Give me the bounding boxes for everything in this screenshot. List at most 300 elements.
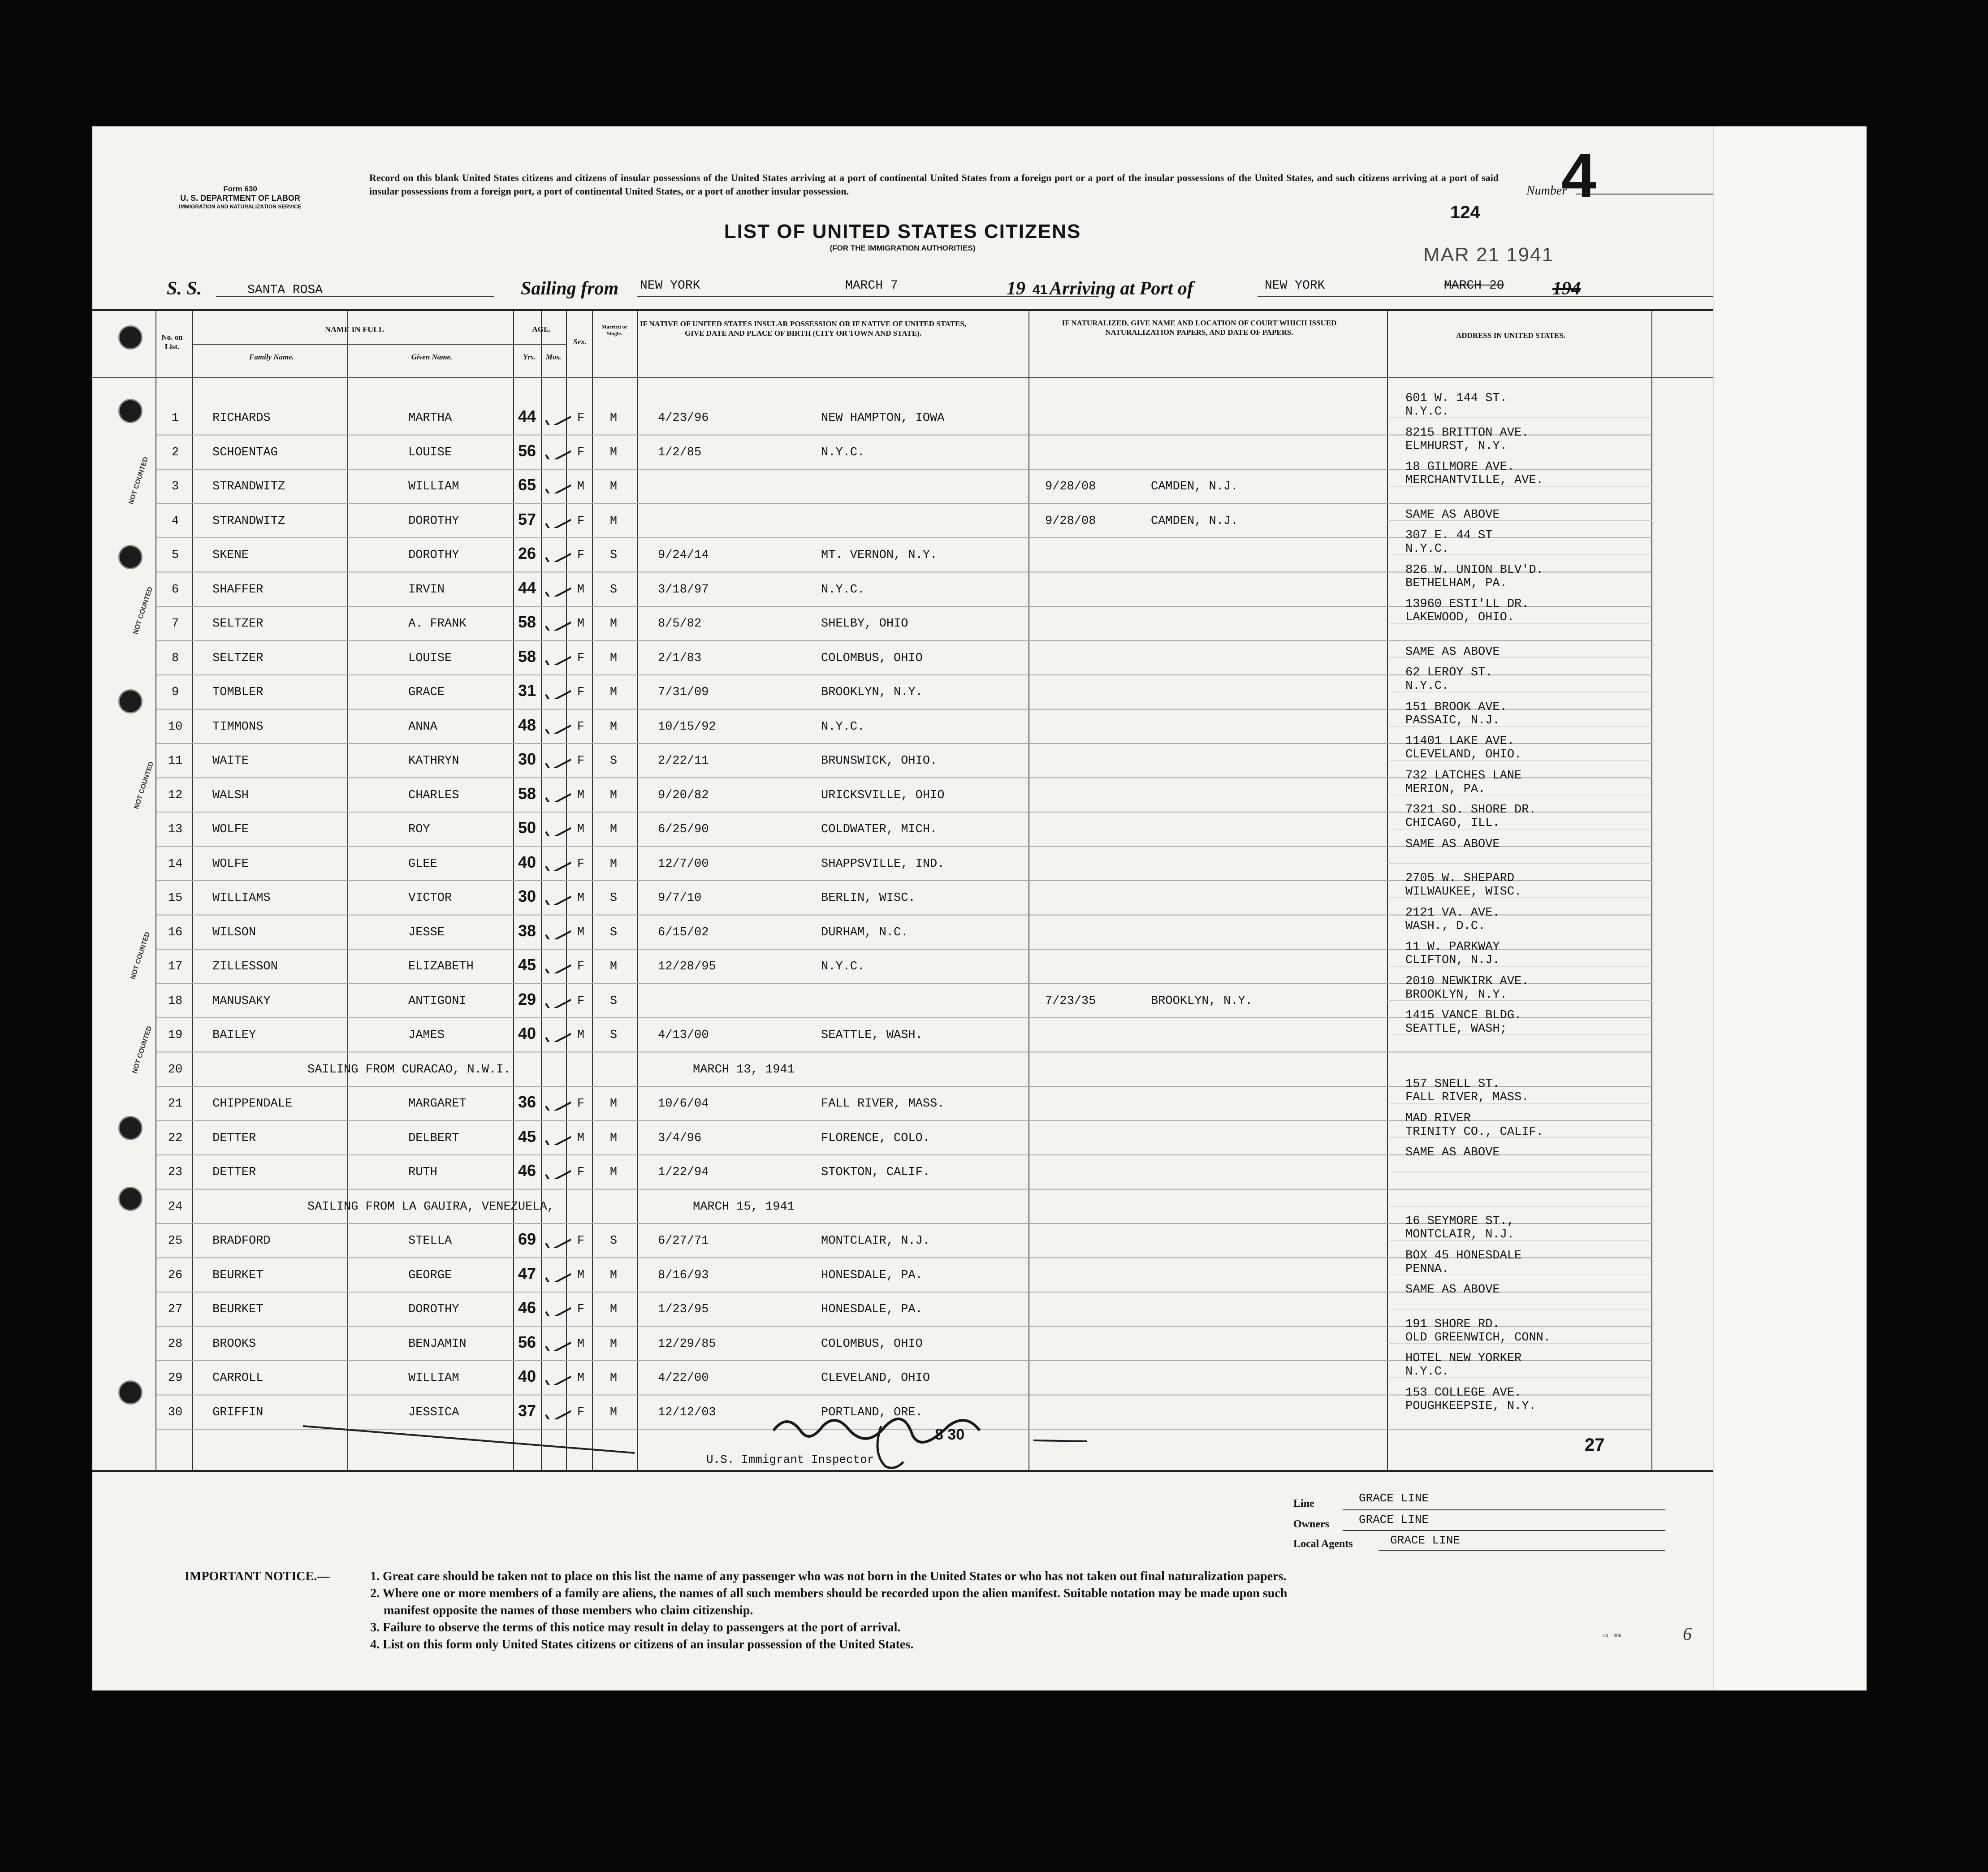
address-line-2: CHICAGO, ILL. <box>1405 817 1500 830</box>
given-name: CHARLES <box>408 788 459 802</box>
row-number: 18 <box>168 994 183 1008</box>
punch-hole <box>118 325 143 350</box>
family-name: DETTER <box>212 1131 256 1145</box>
section-heading: SAILING FROM CURACAO, N.W.I. <box>307 1063 511 1077</box>
department-name: U. S. DEPARTMENT OF LABOR <box>180 194 300 203</box>
given-name: ELIZABETH <box>408 960 474 973</box>
sex: F <box>577 651 585 665</box>
agents-underline <box>1379 1550 1665 1551</box>
row-number: 8 <box>171 651 179 665</box>
sex: M <box>577 925 585 939</box>
birth-date: 12/7/00 <box>658 857 709 871</box>
marital-status: M <box>609 960 618 973</box>
marital-status: M <box>609 1371 618 1385</box>
address-line-1: 157 SNELL ST. <box>1405 1077 1500 1091</box>
line-underline <box>1343 1509 1665 1510</box>
given-name: ANNA <box>408 720 437 734</box>
check-mark <box>544 544 571 562</box>
check-mark <box>544 887 571 905</box>
given-name: ROY <box>408 823 430 836</box>
form-number: Form 630 <box>223 185 257 193</box>
marital-status: M <box>609 1337 618 1351</box>
row-number: 26 <box>168 1268 183 1282</box>
address-line-1: 826 W. UNION BLV'D. <box>1405 563 1543 577</box>
sex: M <box>577 823 585 836</box>
sex: F <box>577 994 585 1008</box>
birth-date: 4/23/96 <box>658 411 709 425</box>
marital-status: M <box>609 1405 618 1419</box>
row-number: 19 <box>168 1029 183 1042</box>
sailing-port: NEW YORK <box>640 279 700 293</box>
check-mark <box>544 476 571 493</box>
birth-place: FLORENCE, COLO. <box>821 1131 930 1145</box>
sex: F <box>577 857 585 871</box>
birth-place: HONESDALE, PA. <box>821 1268 923 1282</box>
address-line-1: 307 E. 44 ST <box>1405 529 1493 542</box>
check-mark <box>544 1298 571 1316</box>
age-years: 50 <box>518 818 536 837</box>
birth-place: BERLIN, WISC. <box>821 891 916 905</box>
family-name: MANUSAKY <box>212 994 271 1008</box>
age-years: 44 <box>518 407 536 425</box>
col-birth-header: IF NATIVE OF UNITED STATES INSULAR POSSESSION OR IF NATIVE OF UNITED STATES, GIVE DATE AND PLACE OF BIRTH (CITY OR TOWN AND STATE). <box>640 320 967 338</box>
naturalization-date: 9/28/08 <box>1045 514 1096 528</box>
notice-item-4: 4. List on this form only United States citizens or citizens of an insular possession of the United States. <box>370 1638 914 1652</box>
owners-underline <box>1343 1530 1665 1531</box>
check-mark <box>544 1093 571 1111</box>
age-years: 57 <box>518 510 536 528</box>
address-line-2: N.Y.C. <box>1405 542 1449 556</box>
row-number: 13 <box>168 823 183 836</box>
owners-label: Owners <box>1293 1518 1329 1530</box>
marital-status: M <box>609 1268 618 1282</box>
age-years: 46 <box>518 1298 536 1317</box>
age-years: 30 <box>518 750 536 768</box>
birth-place: N.Y.C. <box>821 583 865 597</box>
birth-place: MT. VERNON, N.Y. <box>821 549 938 562</box>
age-years: 29 <box>518 990 536 1008</box>
birth-date: 2/22/11 <box>658 754 709 768</box>
line-label: Line <box>1293 1498 1314 1509</box>
check-mark <box>544 579 571 597</box>
address-line-1: 16 SEYMORE ST., <box>1405 1215 1515 1228</box>
punch-hole <box>118 545 143 569</box>
col-sex-header: Sex. <box>573 337 587 346</box>
year-suffix: 41 <box>1033 282 1048 297</box>
punch-hole <box>118 689 143 713</box>
given-name: JESSE <box>408 925 445 939</box>
address-line-1: 11401 LAKE AVE. <box>1405 735 1515 748</box>
sex: F <box>577 549 585 562</box>
birth-place: N.Y.C. <box>821 445 865 459</box>
birth-date: 6/27/71 <box>658 1234 709 1248</box>
family-name: TIMMONS <box>212 720 264 734</box>
given-name: IRVIN <box>408 583 445 597</box>
page-subtitle: (FOR THE IMMIGRATION AUTHORITIES) <box>830 244 976 252</box>
family-name: BEURKET <box>212 1303 264 1316</box>
age-years: 36 <box>518 1093 536 1111</box>
intro-text: Record on this blank United States citizens and citizens of insular possessions of the United States arriving at a port of continental United States from a foreign port or a port of the insular possessions of the United States, and such citizens arriving at a port of said insular possessions from a foreign port, a port of continental United States, or a port of another insular possession. <box>369 172 1499 197</box>
given-name: LOUISE <box>408 445 452 459</box>
given-name: DELBERT <box>408 1131 459 1145</box>
birth-place: FALL RIVER, MASS. <box>821 1097 945 1111</box>
check-mark <box>544 1333 571 1351</box>
row-number: 27 <box>168 1303 183 1316</box>
age-years: 65 <box>518 476 536 494</box>
address-line-1: 11 W. PARKWAY <box>1405 940 1500 954</box>
birth-date: 2/1/83 <box>658 651 702 665</box>
birth-date: 6/25/90 <box>658 823 709 836</box>
page-stub <box>1683 126 1867 1690</box>
age-years: 44 <box>518 578 536 597</box>
address-line-1: SAME AS ABOVE <box>1405 837 1500 851</box>
row-number: 30 <box>168 1405 183 1419</box>
family-name: SHAFFER <box>212 583 264 597</box>
check-mark <box>544 853 571 871</box>
list-number: 4 <box>1561 140 1596 211</box>
birth-date: 7/31/09 <box>658 686 709 699</box>
row-number: 11 <box>168 754 183 768</box>
given-name: KATHRYN <box>408 754 459 768</box>
marital-status: M <box>609 788 618 802</box>
given-name: GLEE <box>408 857 437 871</box>
row-number: 3 <box>171 480 179 493</box>
row-number: 10 <box>168 720 183 734</box>
marital-status: M <box>609 1166 618 1179</box>
check-mark <box>544 921 571 939</box>
family-name: TOMBLER <box>212 686 264 699</box>
birth-date: 8/5/82 <box>658 617 702 631</box>
address-line-1: 8215 BRITTON AVE. <box>1405 426 1529 440</box>
marital-status: M <box>609 1131 618 1145</box>
given-name: LOUISE <box>408 651 452 665</box>
check-mark <box>544 613 571 631</box>
address-line-2: FALL RIVER, MASS. <box>1405 1091 1529 1104</box>
punch-hole <box>118 399 143 423</box>
marital-status: M <box>609 823 618 836</box>
family-name: BEURKET <box>212 1268 264 1282</box>
col-address-header: ADDRESS IN UNITED STATES. <box>1456 331 1566 340</box>
birth-place: COLDWATER, MICH. <box>821 823 938 836</box>
age-years: 47 <box>518 1264 536 1283</box>
age-years: 58 <box>518 613 536 631</box>
birth-date: 9/20/82 <box>658 788 709 802</box>
family-name: DETTER <box>212 1166 256 1179</box>
sailing-label: Sailing from <box>521 278 619 299</box>
birth-place: CLEVELAND, OHIO <box>821 1371 930 1385</box>
age-years: 40 <box>518 1367 536 1385</box>
address-line-1: 732 LATCHES LANE <box>1405 769 1522 783</box>
birth-date: 12/29/85 <box>658 1337 716 1351</box>
given-name: ANTIGONI <box>408 994 467 1008</box>
naturalization-court: BROOKLYN, N.Y. <box>1151 994 1253 1008</box>
punch-hole <box>118 1116 143 1140</box>
address-line-1: HOTEL NEW YORKER <box>1405 1352 1522 1365</box>
family-name: WILLIAMS <box>212 891 271 905</box>
family-name: BRADFORD <box>212 1234 271 1248</box>
check-mark <box>544 510 571 528</box>
marital-status: S <box>609 1234 618 1248</box>
birth-place: DURHAM, N.C. <box>821 925 908 939</box>
notice-item-2: 2. Where one or more members of a family are aliens, the names of all such members should be recorded upon the alien manifest. Suitable notation may be made upon such <box>370 1587 1288 1600</box>
family-name: CHIPPENDALE <box>212 1097 293 1111</box>
date-stamp: MAR 21 1941 <box>1423 244 1554 266</box>
address-line-2: LAKEWOOD, OHIO. <box>1405 611 1515 624</box>
notice-item-3: 3. Failure to observe the terms of this notice may result in delay to passengers at the port of arrival. <box>370 1621 901 1634</box>
sex: M <box>577 583 585 597</box>
sex: F <box>577 411 585 425</box>
print-code: 14—806 <box>1603 1632 1621 1639</box>
col-age-header: AGE. <box>532 325 551 333</box>
address-line-1: 2705 W. SHEPARD <box>1405 872 1515 885</box>
marital-status: M <box>609 686 618 699</box>
section-date: MARCH 15, 1941 <box>693 1200 795 1214</box>
address-line-2: ELMHURST, N.Y. <box>1405 439 1507 453</box>
row-number: 24 <box>168 1200 183 1214</box>
row-number: 15 <box>168 891 183 905</box>
arriving-year: 194 <box>1552 278 1581 299</box>
given-name: JAMES <box>408 1029 445 1042</box>
row-number: 9 <box>171 686 179 699</box>
marital-status: S <box>609 925 618 939</box>
birth-place: N.Y.C. <box>821 720 865 734</box>
time-note: 8 30 <box>935 1426 965 1443</box>
sex: F <box>577 720 585 734</box>
owners-value: GRACE LINE <box>1359 1513 1429 1526</box>
family-name: SCHOENTAG <box>212 445 278 459</box>
line-value: GRACE LINE <box>1359 1492 1429 1505</box>
address-line-2: CLIFTON, N.J. <box>1405 954 1500 967</box>
row-number: 16 <box>168 925 183 939</box>
page-code: 124 <box>1450 203 1480 222</box>
age-years: 46 <box>518 1161 536 1180</box>
birth-date: 8/16/93 <box>658 1268 709 1282</box>
check-mark <box>544 784 571 802</box>
birth-date: 12/12/03 <box>658 1405 716 1419</box>
inspector-signature <box>298 1417 1105 1480</box>
given-name: BENJAMIN <box>408 1337 467 1351</box>
address-line-2: CLEVELAND, OHIO. <box>1405 748 1522 761</box>
notice-heading: IMPORTANT NOTICE.— <box>185 1569 330 1583</box>
inspector-label: U.S. Immigrant Inspector <box>706 1453 874 1466</box>
punch-hole <box>118 1187 143 1211</box>
sex: M <box>577 891 585 905</box>
age-years: 40 <box>518 1024 536 1042</box>
naturalization-court: CAMDEN, N.J. <box>1151 514 1238 528</box>
address-line-2: PASSAIC, N.J. <box>1405 713 1500 727</box>
check-mark <box>544 955 571 973</box>
age-years: 37 <box>518 1401 536 1420</box>
birth-place: STOKTON, CALIF. <box>821 1166 930 1179</box>
given-name: RUTH <box>408 1166 437 1179</box>
sex: F <box>577 1303 585 1316</box>
address-line-1: MAD RIVER <box>1405 1111 1471 1125</box>
birth-date: 3/4/96 <box>658 1131 702 1145</box>
birth-place: PORTLAND, ORE. <box>821 1405 923 1419</box>
birth-place: COLOMBUS, OHIO <box>821 1337 923 1351</box>
check-mark <box>544 441 571 459</box>
arriving-date: MARCH 20 <box>1444 279 1504 293</box>
row-number: 29 <box>168 1371 183 1385</box>
marital-status: S <box>609 549 618 562</box>
marital-status: M <box>609 480 618 493</box>
check-mark <box>544 407 571 425</box>
address-line-1: 191 SHORE RD. <box>1405 1317 1500 1331</box>
birth-place: SHELBY, OHIO <box>821 617 908 631</box>
check-mark <box>544 681 571 699</box>
family-name: WOLFE <box>212 823 249 836</box>
naturalization-court: CAMDEN, N.J. <box>1151 480 1238 493</box>
address-line-2: N.Y.C. <box>1405 1365 1449 1379</box>
notice-item-2-cont: manifest opposite the names of those members who claim citizenship. <box>384 1604 753 1617</box>
address-line-1: 7321 SO. SHORE DR. <box>1405 803 1536 817</box>
given-name: WILLIAM <box>408 480 459 493</box>
address-line-1: 601 W. 144 ST. <box>1405 392 1507 405</box>
row-number: 23 <box>168 1166 183 1179</box>
address-line-2: MERION, PA. <box>1405 782 1486 796</box>
given-name: DOROTHY <box>408 549 459 562</box>
family-name: CARROLL <box>212 1371 264 1385</box>
check-mark <box>544 1401 571 1419</box>
row-number: 28 <box>168 1337 183 1351</box>
marital-status: M <box>609 1097 618 1111</box>
sex: F <box>577 1405 585 1419</box>
family-name: SKENE <box>212 549 249 562</box>
birth-date: 3/18/97 <box>658 583 709 597</box>
given-name: STELLA <box>408 1234 452 1248</box>
family-name: WOLFE <box>212 857 249 871</box>
birth-place: COLOMBUS, OHIO <box>821 651 923 665</box>
address-line-2: MONTCLAIR, N.J. <box>1405 1228 1515 1241</box>
sex: F <box>577 1097 585 1111</box>
given-name: WILLIAM <box>408 1371 459 1385</box>
check-mark <box>544 1264 571 1282</box>
check-mark <box>544 750 571 768</box>
birth-date: 12/28/95 <box>658 960 716 973</box>
birth-place: URICKSVILLE, OHIO <box>821 788 945 802</box>
address-line-2: PENNA. <box>1405 1262 1449 1276</box>
given-name: VICTOR <box>408 891 452 905</box>
row-number: 6 <box>171 583 179 597</box>
given-name: DOROTHY <box>408 514 459 528</box>
address-line-2: OLD GREENWICH, CONN. <box>1405 1331 1551 1345</box>
check-mark <box>544 818 571 836</box>
col-married-header: Married or Single. <box>601 324 627 337</box>
marital-status: M <box>609 1303 618 1316</box>
row-number: 25 <box>168 1234 183 1248</box>
sex: F <box>577 1166 585 1179</box>
birth-date: 10/15/92 <box>658 720 716 734</box>
birth-place: HONESDALE, PA. <box>821 1303 923 1316</box>
check-mark <box>544 1161 571 1179</box>
number-label: Number <box>1526 184 1567 198</box>
col-no-header: No. on List. <box>161 333 183 351</box>
address-line-1: BOX 45 HONESDALE <box>1405 1249 1522 1262</box>
sex: F <box>577 960 585 973</box>
birth-place: BROOKLYN, N.Y. <box>821 686 923 699</box>
birth-place: SEATTLE, WASH. <box>821 1029 923 1042</box>
address-line-1: 2010 NEWKIRK AVE. <box>1405 974 1529 988</box>
family-name: BROOKS <box>212 1337 256 1351</box>
marital-status: S <box>609 583 618 597</box>
agents-value: GRACE LINE <box>1390 1534 1461 1547</box>
birth-place: NEW HAMPTON, IOWA <box>821 411 945 425</box>
marital-status: M <box>609 857 618 871</box>
sex: M <box>577 1268 585 1282</box>
check-mark <box>544 1024 571 1042</box>
address-line-2: SAME AS ABOVE <box>1405 645 1500 659</box>
address-line-2: TRINITY CO., CALIF. <box>1405 1125 1543 1139</box>
address-line-2: SEATTLE, WASH; <box>1405 1022 1507 1036</box>
row-number: 1 <box>171 411 179 425</box>
age-years: 56 <box>518 441 536 460</box>
address-line-1: 153 COLLEGE AVE. <box>1405 1386 1522 1400</box>
age-years: 56 <box>518 1332 536 1351</box>
address-line-1: 1415 VANCE BLDG. <box>1405 1009 1522 1022</box>
given-name: GEORGE <box>408 1268 452 1282</box>
not-counted-stamp: NOT COUNTED <box>127 456 150 506</box>
sex: M <box>577 1371 585 1385</box>
birth-date: 4/22/00 <box>658 1371 709 1385</box>
row-number: 4 <box>171 514 179 528</box>
birth-date: 1/23/95 <box>658 1303 709 1316</box>
row-number: 2 <box>171 445 179 459</box>
col-mos-header: Mos. <box>545 353 562 361</box>
row-number: 5 <box>171 549 179 562</box>
sex: M <box>577 480 585 493</box>
address-line-2: MERCHANTVILLE, AVE. <box>1405 474 1543 487</box>
sex: M <box>577 1337 585 1351</box>
ss-label: S. S. <box>167 278 202 299</box>
age-years: 26 <box>518 544 536 562</box>
address-line-1: SAME AS ABOVE <box>1405 1283 1500 1297</box>
marital-status: S <box>609 994 618 1008</box>
not-counted-stamp: NOT COUNTED <box>132 586 155 636</box>
given-name: DOROTHY <box>408 1303 459 1316</box>
birth-place: MONTCLAIR, N.J. <box>821 1234 930 1248</box>
age-years: 40 <box>518 852 536 871</box>
birth-date: 9/7/10 <box>658 891 702 905</box>
age-years: 58 <box>518 647 536 666</box>
col-yrs-header: Yrs. <box>523 353 536 361</box>
marital-status: S <box>609 754 618 768</box>
address-line-1: 18 GILMORE AVE. <box>1405 460 1515 474</box>
service-name: IMMIGRATION AND NATURALIZATION SERVICE <box>179 203 302 210</box>
sex: F <box>577 1234 585 1248</box>
birth-place: N.Y.C. <box>821 960 865 973</box>
family-name: BAILEY <box>212 1029 256 1042</box>
given-name: MARGARET <box>408 1097 467 1111</box>
age-years: 69 <box>518 1230 536 1248</box>
year-prefix: 19 <box>1007 278 1025 299</box>
col-naturalized-header: IF NATURALIZED, GIVE NAME AND LOCATION OF COURT WHICH ISSUED NATURALIZATION PAPERS, AND DATE OF PAPERS. <box>1062 319 1337 337</box>
birth-date: 1/2/85 <box>658 445 702 459</box>
sex: F <box>577 686 585 699</box>
not-counted-stamp: NOT COUNTED <box>133 761 156 810</box>
address-line-2: SAME AS ABOVE <box>1405 508 1500 522</box>
sex: F <box>577 445 585 459</box>
notice-item-1: 1. Great care should be taken not to place on this list the name of any passenger who was not born in the United States or who has not taken out final naturalization papers. <box>370 1569 1287 1583</box>
address-line-2: WASH., D.C. <box>1405 919 1486 933</box>
age-years: 30 <box>518 887 536 905</box>
marital-status: M <box>609 514 618 528</box>
page-title: LIST OF UNITED STATES CITIZENS <box>724 220 1081 242</box>
col-given-header: Given Name. <box>411 353 453 361</box>
row-number: 21 <box>168 1097 183 1111</box>
naturalization-date: 9/28/08 <box>1045 480 1096 493</box>
family-name: STRANDWITZ <box>212 480 285 493</box>
check-mark <box>544 1230 571 1248</box>
